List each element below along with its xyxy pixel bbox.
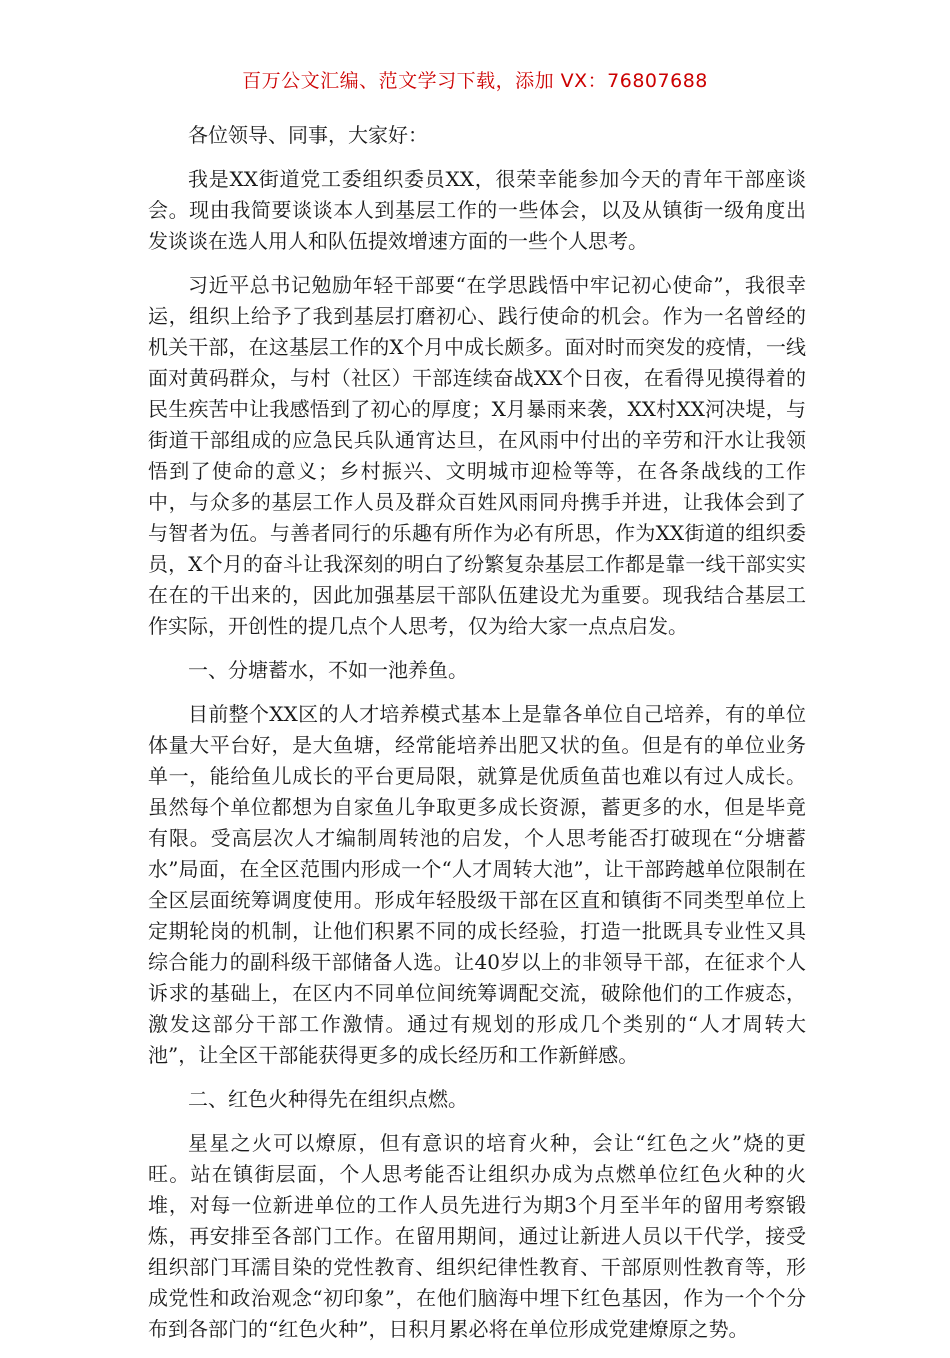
section-1-paragraph: 目前整个XX区的人才培养模式基本上是靠各单位自己培养，有的单位体量大平台好，是大鱼塘，经常能培养出肥又状的鱼。但是有的单位业务单一，能给鱼儿成长的平台更局限，就算是优质鱼苗也难以有过人成长。虽然每个单位都想为自家鱼儿争取更多成长资源，蓄更多的水，但是毕竟有限。受高层次人才编制周转池的启发，个人思考能否打破现在“分塘蓄水”局面，在全区范围内形成一个“人才周转大池”，让干部跨越单位限制在全区层面统筹调度使用。形成年轻股级干部在区直和镇街不同类型单位上定期轮岗的机制，让他们积累不同的成长经验，打造一批既具专业性又具综合能力的副科级干部储备人选。让40岁以上的非领导干部，在征求个人诉求的基础上，在区内不同单位间统筹调配交流，破除他们的工作疲态，激发这部分干部工作激情。通过有规划的形成几个类别的“人才周转大池”，让全区干部能获得更多的成长经历和工作新鲜感。 xyxy=(148,702,806,1067)
section-2-paragraph: 星星之火可以燎原，但有意识的培育火种，会让“红色之火”烧的更旺。站在镇街层面，个人思考能否让组织办成为点燃单位红色火种的火堆，对每一位新进单位的工作人员先进行为期3个月至半年的留用考察锻炼，再安排至各部门工作。在留用期间，通过让新进人员以干代学，接受组织部门耳濡目染的党性教育、组织纪律性教育、干部原则性教育等，形成党性和政治观念“初印象”，在他们脑海中埋下红色基因，作为一个个分布到各部门的“红色火种”，日积月累必将在单位形成党建燎原之势。 xyxy=(148,1131,806,1341)
document-body xyxy=(148,120,806,1358)
section-heading-2: 二、红色火种得先在组织点燃。 xyxy=(188,1087,468,1111)
experience-paragraph: 习近平总书记勉励年轻干部要“在学思践悟中牢记初心使命”，我很幸运，组织上给予了我到基层打磨初心、践行使命的机会。作为一名曾经的机关干部，在这基层工作的X个月中成长颇多。面对时而突发的疫情，一线面对黄码群众，与村（社区）干部连续奋战XX个日夜，在看得见摸得着的民生疾苦中让我感悟到了初心的厚度；X月暴雨来袭，XX村XX河决堤，与街道干部组成的应急民兵队通宵达旦，在风雨中付出的辛劳和汗水让我领悟到了使命的意义；乡村振兴、文明城市迎检等等，在各条战线的工作中，与众多的基层工作人员及群众百姓风雨同舟携手并进，让我体会到了与智者为伍。与善者同行的乐趣有所作为必有所思，作为XX街道的组织委员，X个月的奋斗让我深刻的明白了纷繁复杂基层工作都是靠一线干部实实在在的干出来的，因此加强基层干部队伍建设尤为重要。现我结合基层工作实际，开创性的提几点个人思考，仅为给大家一点点启发。 xyxy=(148,273,806,638)
watermark-banner: 百万公文汇编、范文学习下载，添加 VX：76807688 xyxy=(242,70,708,92)
intro-paragraph: 我是XX街道党工委组织委员XX，很荣幸能参加今天的青年干部座谈会。现由我简要谈谈本人到基层工作的一些体会，以及从镇街一级角度出发谈谈在选人用人和队伍提效增速方面的一些个人思考。 xyxy=(148,167,806,253)
section-heading-1: 一、分塘蓄水，不如一池养鱼。 xyxy=(188,658,468,682)
salutation: 各位领导、同事，大家好： xyxy=(188,123,428,147)
